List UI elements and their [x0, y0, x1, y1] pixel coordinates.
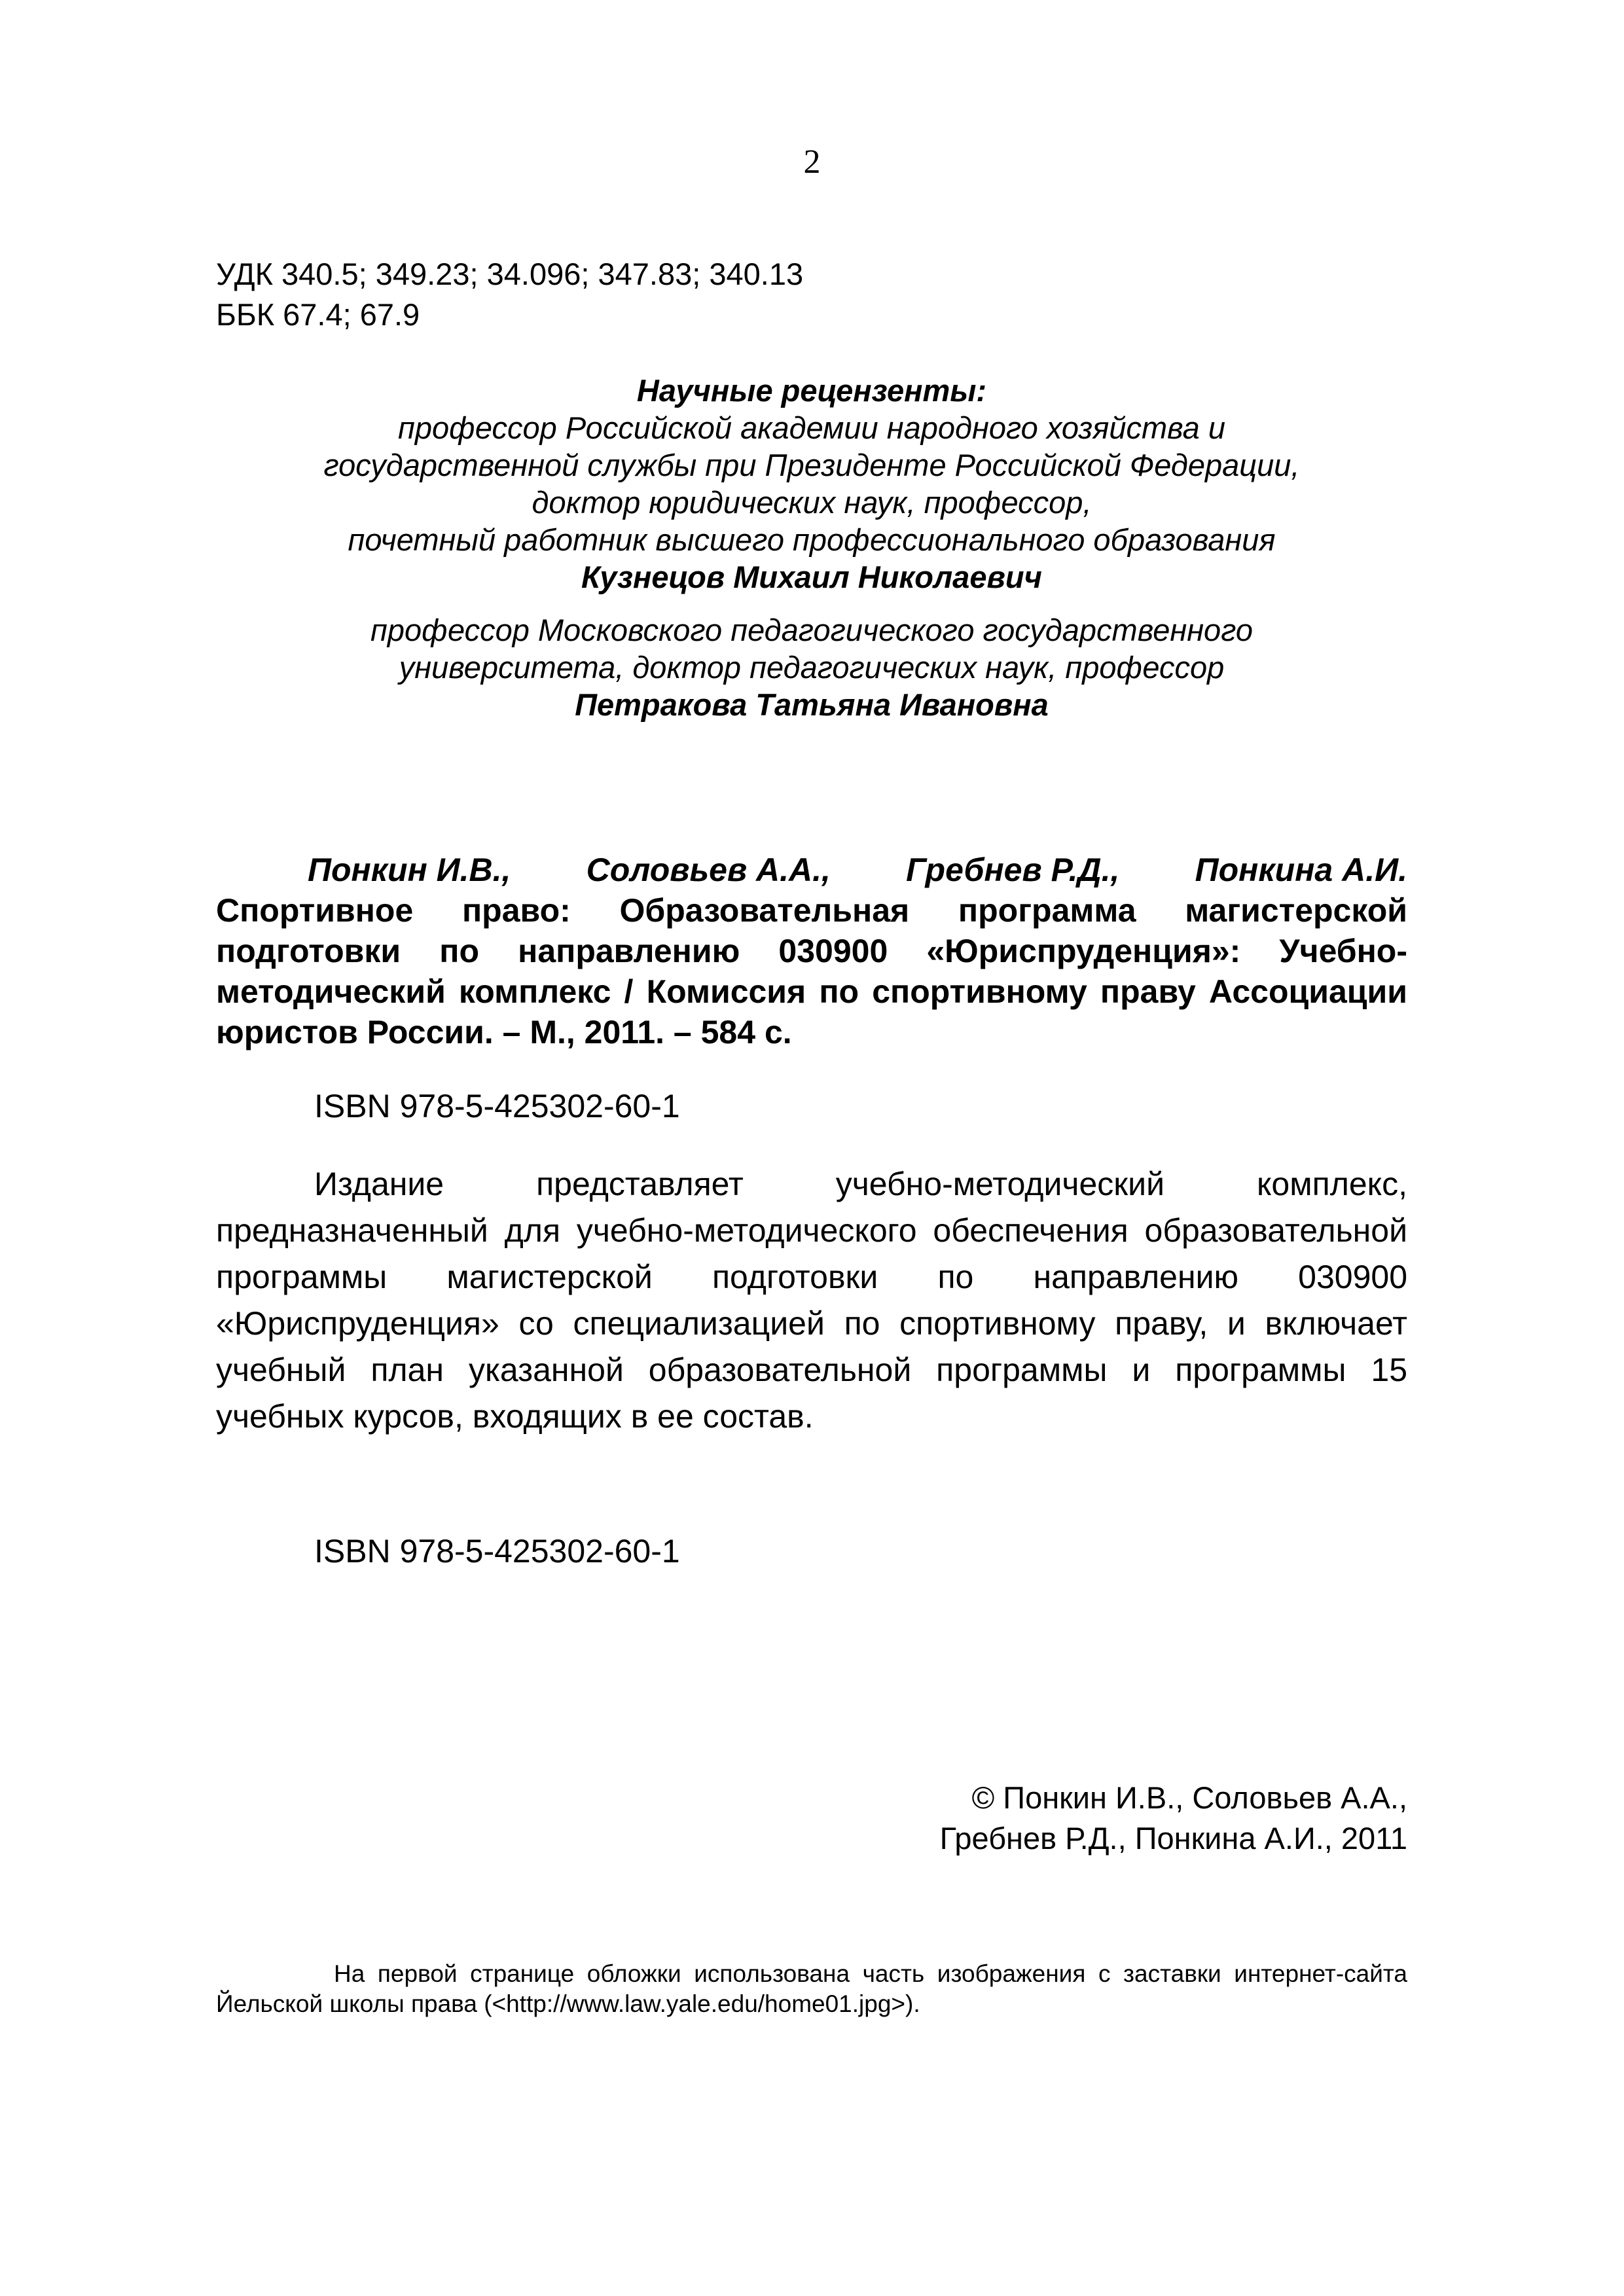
reviewer-2-name: Петракова Татьяна Ивановна [575, 687, 1049, 722]
reviewer-1-line: государственной службы при Президенте Российской Федерации, [323, 448, 1300, 482]
copyright-line-1: © Понкин И.В., Соловьев А.А., [971, 1780, 1407, 1815]
copyright-block [216, 1778, 1407, 1859]
citation-text: Спортивное право: Образовательная программа магистерской подготовки по направлению 030900 «Юриспруденция»: Учебно-методический комплекс / Комиссия по спортивному праву Ассоциации юристов России. – М., 2011. – 584 с. [216, 892, 1407, 1050]
classification-codes [216, 254, 803, 335]
author: Соловьев А.А., [586, 852, 831, 888]
authors-line [216, 850, 1407, 890]
author: Понкина А.И. [1195, 852, 1407, 888]
reviewer-2 [216, 611, 1407, 723]
reviewer-1-name: Кузнецов Михаил Николаевич [581, 560, 1042, 594]
reviewer-1-line: доктор юридических наук, профессор, [532, 485, 1092, 520]
reviewer-1-line: почетный работник высшего профессионального образования [348, 522, 1276, 557]
author: Понкин И.В., [308, 852, 511, 888]
reviewer-2-line: университета, доктор педагогических наук, профессор [399, 650, 1225, 685]
author: Гребнев Р.Д., [906, 852, 1120, 888]
udk-code: УДК 340.5; 349.23; 34.096; 347.83; 340.13 [216, 257, 804, 291]
isbn-top: ISBN 978-5-425302-60-1 [314, 1088, 680, 1124]
copyright-line-2: Гребнев Р.Д., Понкина А.И., 2011 [939, 1821, 1407, 1856]
bbk-code: ББК 67.4; 67.9 [216, 297, 420, 332]
reviewer-2-line: профессор Московского педагогического государственного [370, 613, 1253, 647]
reviewers-block [216, 372, 1407, 723]
cover-image-note: На первой странице обложки использована часть изображения с заставки интернет-сайта Йельской школы права (<http://www.law.yale.edu/home01.jpg>). [216, 1960, 1407, 2017]
reviewers-heading: Научные рецензенты: [636, 373, 987, 408]
isbn-bottom: ISBN 978-5-425302-60-1 [314, 1533, 680, 1570]
bibliographic-citation [216, 850, 1407, 1052]
reviewer-1 [216, 409, 1407, 596]
annotation-paragraph: Издание представляет учебно-методический комплекс, предназначенный для учебно-методического обеспечения образовательной программы магистерской подготовки по направлению 030900 «Юриспруденция» со специализацией по спортивному праву, и включает учебный план указанной образовательной программы и программы 15 учебных курсов, входящих в ее состав. [216, 1166, 1407, 1435]
page-number: 2 [803, 143, 821, 181]
reviewer-1-line: профессор Российской академии народного хозяйства и [397, 410, 1226, 445]
